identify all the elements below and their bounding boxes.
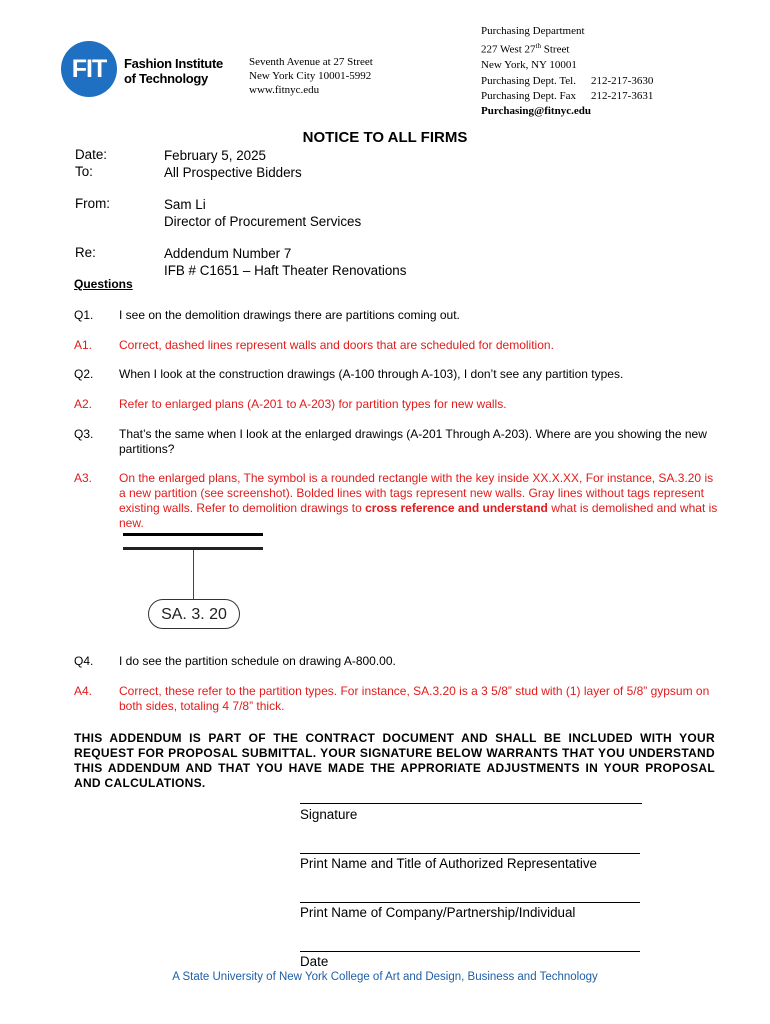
institute-name: Fashion Institute of Technology — [124, 56, 223, 86]
from-value: Sam Li Director of Procurement Services — [164, 197, 362, 229]
email-link[interactable]: Purchasing@fitnyc.edu — [481, 105, 591, 118]
questions-heading: Questions — [74, 277, 133, 291]
website-link[interactable]: www.fitnyc.edu — [249, 84, 320, 96]
to-label: To: — [75, 164, 93, 179]
date-sign-label: Date — [300, 954, 329, 969]
signature-label: Signature — [300, 807, 358, 822]
new-wall-line — [123, 533, 263, 536]
footer-tagline: A State University of New York College of Art and Design, Business and Technology — [172, 971, 598, 983]
addendum-statement: THIS ADDENDUM IS PART OF THE CONTRACT DOCUMENT AND SHALL BE INCLUDED WITH YOUR REQUEST FOR PROPOSAL SUBMITTAL. YOUR SIGNATURE BELOW WARRANTS THAT YOU UNDERSTAND THIS ADDENDUM AND THAT YOU HAVE MADE THE APPRORIATE ADJUSTMENTS IN YOUR PROPOSAL AND CALCULATIONS. — [74, 731, 715, 790]
date-value: February 5, 2025 — [164, 148, 266, 163]
to-value: All Prospective Bidders — [164, 165, 302, 180]
date-label: Date: — [75, 147, 108, 162]
company-label: Print Name of Company/Partnership/Individual — [300, 905, 576, 920]
name-title-line[interactable] — [300, 853, 640, 854]
tag-leader-line — [193, 550, 194, 599]
re-label: Re: — [75, 245, 96, 260]
company-line[interactable] — [300, 902, 640, 903]
notice-title: NOTICE TO ALL FIRMS — [302, 129, 468, 146]
date-line[interactable] — [300, 951, 640, 952]
from-label: From: — [75, 196, 110, 211]
campus-address: Seventh Avenue at 27 Street New York City 10001-5992 www.fitnyc.edu — [249, 56, 373, 96]
signature-line[interactable] — [300, 803, 642, 804]
fit-logo: FIT — [61, 41, 117, 97]
re-value: Addendum Number 7 IFB # C1651 – Haft Theater Renovations — [164, 246, 407, 278]
purchasing-contact: Purchasing Department 227 West 27th Street New York, NY 10001 Purchasing Dept. Tel. 212-217-3630 Purchasing Dept. Fax 212-217-3631 Purchasing@fitnyc.edu — [481, 25, 654, 118]
name-title-label: Print Name and Title of Authorized Representative — [300, 856, 597, 871]
partition-tag: SA. 3. 20 — [148, 599, 240, 629]
